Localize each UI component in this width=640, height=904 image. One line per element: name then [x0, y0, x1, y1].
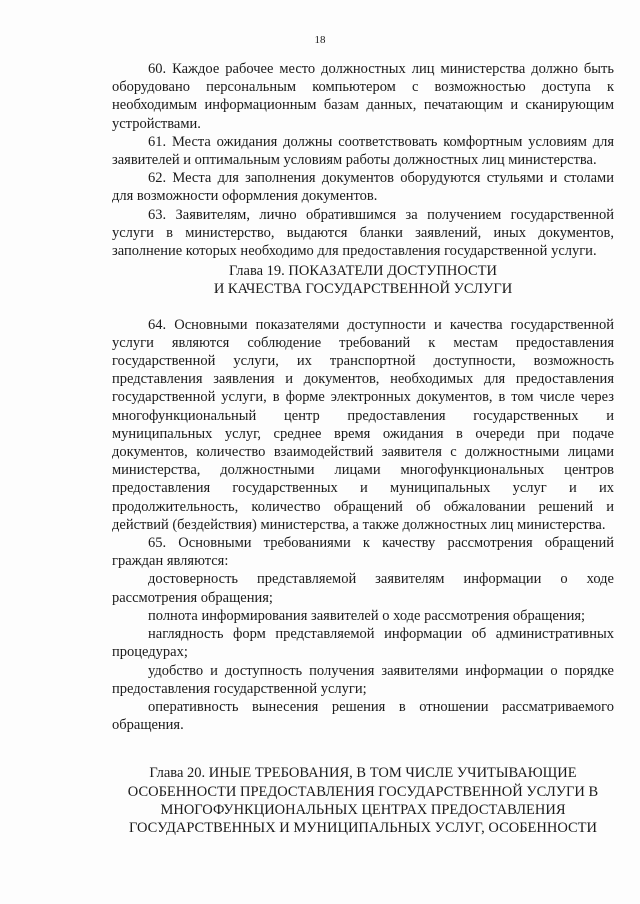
paragraph-63: 63. Заявителям, лично обратившимся за получением государственной услуги в министерство, выдаются бланки заявлений, иных документов, заполнение которых необходимо для предоставления государственной услуги. — [112, 206, 614, 260]
list-item-completeness: полнота информирования заявителей о ходе рассмотрения обращения; — [148, 607, 586, 624]
list-item-promptness: оперативность вынесения решения в отношении рассматриваемого обращения. — [112, 698, 614, 734]
list-item-visibility: наглядность форм представляемой информации об административных процедурах; — [112, 626, 614, 661]
chapter-19-heading-line-2: И КАЧЕСТВА ГОСУДАРСТВЕННОЙ УСЛУГИ — [213, 281, 513, 298]
list-item-convenience: удобство и доступность получения заявителями информации о порядке предоставления государственной услуги; — [112, 662, 614, 697]
paragraph-62: 62. Места для заполнения документов оборудуются стульями и столами для возможности оформления документов. — [112, 170, 614, 205]
paragraph-61: 61. Места ожидания должны соответствовать комфортным условиям для заявителей и оптимальным условиям работы должностных лиц министерства. — [112, 133, 614, 169]
paragraph-60: 60. Каждое рабочее место должностных лиц министерства должно быть оборудовано персональным компьютером с возможностью доступа к необходимым информационным базам данных, печатающим и сканирующим устройствами. — [112, 61, 614, 132]
chapter-19-heading — [112, 262, 614, 298]
chapter-20-heading-line-2: ОСОБЕННОСТИ ПРЕДОСТАВЛЕНИЯ ГОСУДАРСТВЕННОЙ УСЛУГИ В — [127, 783, 599, 800]
chapter-20-heading — [112, 764, 614, 837]
chapter-19-heading-line-1: Глава 19. ПОКАЗАТЕЛИ ДОСТУПНОСТИ — [229, 263, 497, 280]
document-body — [112, 60, 614, 837]
paragraph-65: 65. Основными требованиями к качеству рассмотрения обращений граждан являются: — [112, 535, 614, 570]
chapter-20-heading-line-1: Глава 20. ИНЫЕ ТРЕБОВАНИЯ, В ТОМ ЧИСЛЕ УЧИТЫВАЮЩИЕ — [149, 765, 577, 782]
paragraph-64: 64. Основными показателями доступности и качества государственной услуги являются соблюдение требований к местам предоставления государственной услуги, их транспортной доступности, возможность представления заявления и документов, необходимых для предоставления государственной услуги, в форме электронных документов, в том числе через многофункциональный центр предоставления государственных и муниципальных услуг, среднее время ожидания в очереди при подаче документов, количество взаимодействий заявителя с должностными лицами министерства, должностными лицами многофункциональных центров предоставления государственных и муниципальных услуг и их продолжительность, количество обращений об обжаловании решений и действий (бездействия) министерства, а также должностных лиц министерства. — [112, 316, 614, 533]
page-number: 18 — [314, 34, 326, 46]
chapter-20-heading-line-4: ГОСУДАРСТВЕННЫХ И МУНИЦИПАЛЬНЫХ УСЛУГ, ОСОБЕННОСТИ — [129, 819, 597, 836]
list-item-reliability: достоверность представляемой заявителям информации о ходе рассмотрения обращения; — [112, 571, 614, 606]
chapter-20-heading-line-3: МНОГОФУНКЦИОНАЛЬНЫХ ЦЕНТРАХ ПРЕДОСТАВЛЕНИЯ — [160, 801, 566, 818]
